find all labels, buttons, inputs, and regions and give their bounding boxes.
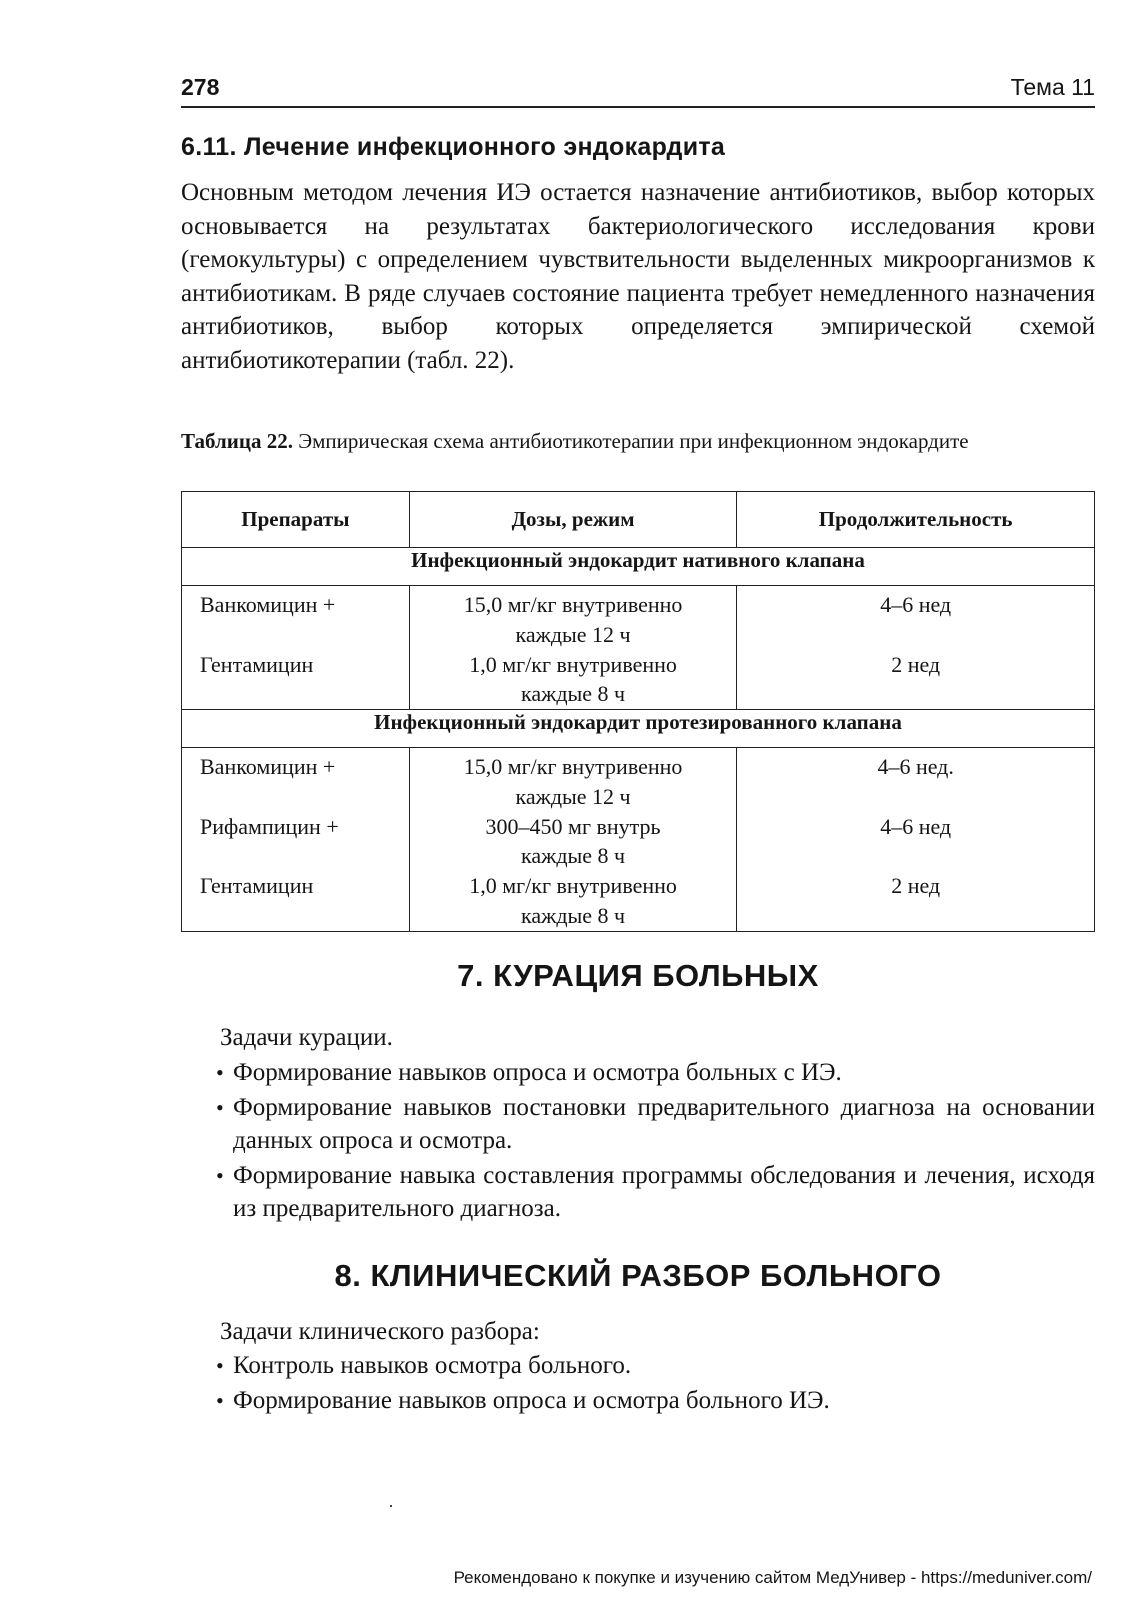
drug-name: Гентамицин — [200, 651, 314, 677]
section-7-bullet-list — [216, 1056, 1095, 1225]
table-header-duration: Продолжительность — [737, 492, 1095, 548]
table-header-row — [182, 492, 1095, 548]
table-row — [182, 586, 1095, 710]
header-rule — [181, 106, 1095, 108]
dose-line: 15,0 мг/кг внутривенно — [463, 592, 683, 617]
bullet-dot-icon: • — [216, 1060, 224, 1085]
dose-line: 1,0 мг/кг внутривенно — [469, 873, 677, 898]
bullet-dot-icon: • — [216, 1353, 224, 1378]
dose-regimen: каждые 8 ч — [521, 902, 626, 928]
dose-regimen: каждые 8 ч — [521, 681, 626, 706]
duration-cell — [737, 586, 1095, 710]
duration-value: 2 нед — [891, 873, 941, 898]
running-head: Тема 11 — [1010, 74, 1095, 100]
group-title-native-valve: Инфекционный эндокардит нативного клапана — [182, 548, 1095, 586]
drug-cell — [182, 586, 410, 710]
table-row — [182, 748, 1095, 932]
table-caption — [181, 428, 1095, 455]
dose-regimen: каждые 12 ч — [515, 783, 631, 809]
list-item: • Формирование навыков опроса и осмотра больного ИЭ. — [216, 1384, 1095, 1417]
duration-cell — [737, 748, 1095, 932]
scan-speck — [390, 1505, 392, 1507]
bullet-dot-icon: • — [216, 1163, 224, 1188]
dose-line: 1,0 мг/кг внутривенно — [469, 651, 677, 677]
bullet-dot-icon: • — [216, 1095, 224, 1120]
antibiotic-table — [181, 491, 1095, 932]
drug-name: Рифампицин + — [200, 813, 339, 839]
table-caption-text: Эмпирическая схема антибиотикотерапии при инфекционном эндокардите — [298, 429, 969, 453]
dose-line: 300–450 мг внутрь — [485, 813, 661, 839]
drug-name: Ванкомицин + — [200, 592, 336, 617]
duration-value: 4–6 нед — [880, 813, 952, 839]
list-item: • Формирование навыков опроса и осмотра больных с ИЭ. — [216, 1056, 1095, 1089]
page-header — [181, 74, 1095, 108]
footer-note: Рекомендовано к покупке и изучению сайтом МедУнивер - https://meduniver.com/ — [453, 1568, 1092, 1587]
table-caption-label: Таблица 22. — [181, 429, 293, 453]
dose-cell — [409, 586, 737, 710]
list-item: • Формирование навыков постановки предварительного диагноза на основании данных опроса и осмотра. — [216, 1091, 1095, 1157]
page-number: 278 — [181, 74, 220, 100]
table-header-doses: Дозы, режим — [409, 492, 737, 548]
section-6-11-title: 6.11. Лечение инфекционного эндокардита — [181, 133, 726, 161]
section-8-intro: Задачи клинического разбора: — [220, 1318, 540, 1345]
table-group-row — [182, 710, 1095, 748]
drug-name: Гентамицин — [200, 873, 314, 898]
section-7-intro: Задачи курации. — [220, 1024, 393, 1051]
drug-name: Ванкомицин + — [200, 754, 336, 779]
dose-line: 15,0 мг/кг внутривенно — [463, 754, 683, 779]
bullet-dot-icon: • — [216, 1388, 224, 1413]
table-group-row — [182, 548, 1095, 586]
group-title-prosthetic-valve: Инфекционный эндокардит протезированного клапана — [182, 710, 1095, 748]
duration-value: 2 нед — [891, 651, 941, 677]
list-item: • Контроль навыков осмотра больного. — [216, 1349, 1095, 1382]
section-6-11-paragraph: Основным методом лечения ИЭ остается назначение антибиотиков, выбор которых основывается на результатах бактериологического исследования крови (гемокультуры) с определением чувствительности выделенных микроорганизмов к антибиотикам. В ряде случаев состояние пациента требует немедленного назначения антибиотиков, выбор которых определяется эмпирической схемой антибиотикотерапии (табл. 22). — [181, 179, 1095, 374]
dose-regimen: каждые 12 ч — [515, 621, 631, 647]
section-8-title: 8. КЛИНИЧЕСКИЙ РАЗБОР БОЛЬНОГО — [334, 1258, 942, 1293]
list-item: • Формирование навыка составления программы обследования и лечения, исходя из предварительного диагноза. — [216, 1159, 1095, 1225]
dose-cell — [409, 748, 737, 932]
table-header-drugs: Препараты — [182, 492, 410, 548]
duration-value: 4–6 нед. — [877, 754, 954, 779]
drug-cell — [182, 748, 410, 932]
duration-value: 4–6 нед — [880, 592, 952, 617]
section-7-title: 7. КУРАЦИЯ БОЛЬНЫХ — [457, 958, 819, 993]
dose-regimen: каждые 8 ч — [521, 843, 626, 868]
section-8-bullet-list — [216, 1349, 1095, 1417]
